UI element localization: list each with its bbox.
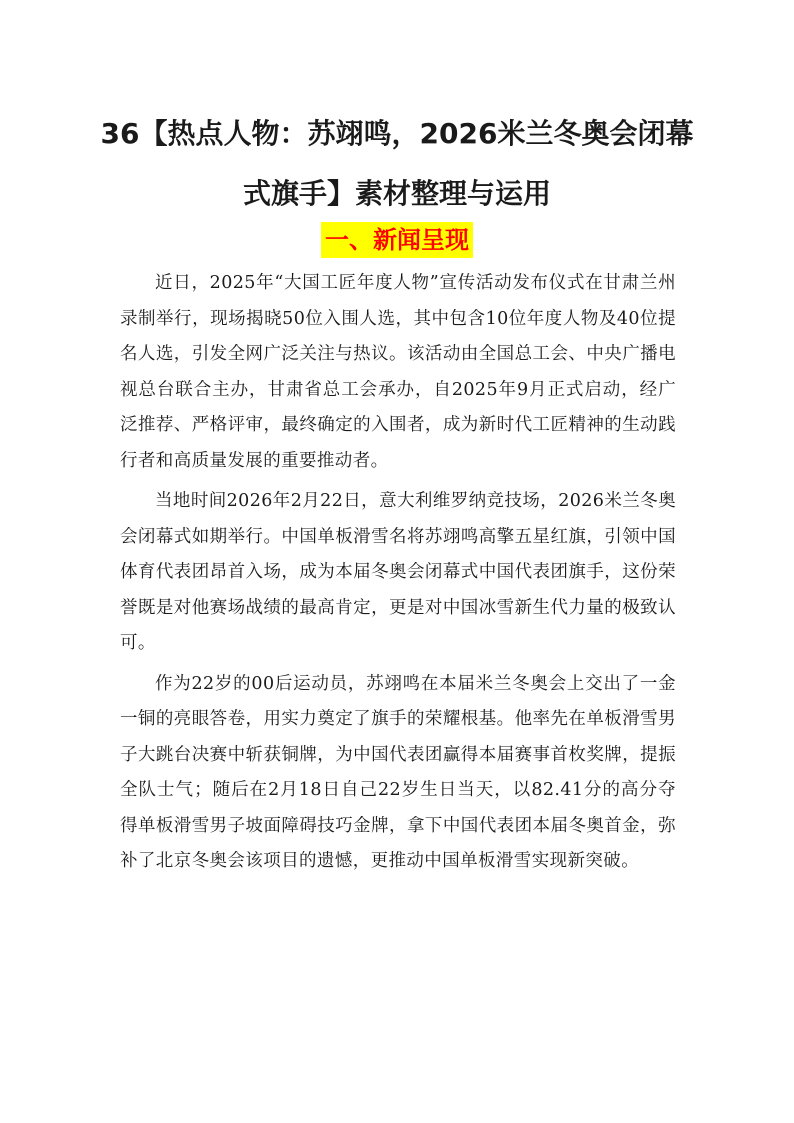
paragraph-3: 作为22岁的00后运动员，苏翊鸣在本届米兰冬奥会上交出了一金一铜的亮眼答卷，用实力奠定了旗手的荣耀根基。他率先在单板滑雪男子大跳台决赛中斩获铜牌，为中国代表团赢得本届赛事首枚奖牌，提振全队士气；随后在2月18日自己22岁生日当天，以82.41分的高分夺得单板滑雪男子坡面障碍技巧金牌，拿下中国代表团本届冬奥首金，弥补了北京冬奥会该项目的遗憾，更推动中国单板滑雪实现新突破。 — [120, 673, 676, 871]
document-title: 36【热点人物：苏翊鸣，2026米兰冬奥会闭幕式旗手】素材整理与运用 — [100, 117, 694, 210]
section-heading-label: 一、新闻呈现 — [321, 222, 473, 258]
section-heading-news — [0, 222, 794, 258]
document-body — [120, 266, 676, 880]
paragraph-1: 近日，2025年“大国工匠年度人物”宣传活动发布仪式在甘肃兰州录制举行，现场揭晓50位入围人选，其中包含10位年度人物及40位提名人选，引发全网广泛关注与热议。该活动由全国总工会、中央广播电视总台联合主办，甘肃省总工会承办，自2025年9月正式启动，经广泛推荐、严格评审，最终确定的入围者，成为新时代工匠精神的生动践行者和高质量发展的重要推动者。 — [120, 273, 676, 471]
paragraph-2: 当地时间2026年2月22日，意大利维罗纳竞技场，2026米兰冬奥会闭幕式如期举行。中国单板滑雪名将苏翊鸣高擎五星红旗，引领中国体育代表团昂首入场，成为本届冬奥会闭幕式中国代表团旗手，这份荣誉既是对他赛场战绩的最高肯定，更是对中国冰雪新生代力量的极致认可。 — [120, 491, 676, 653]
